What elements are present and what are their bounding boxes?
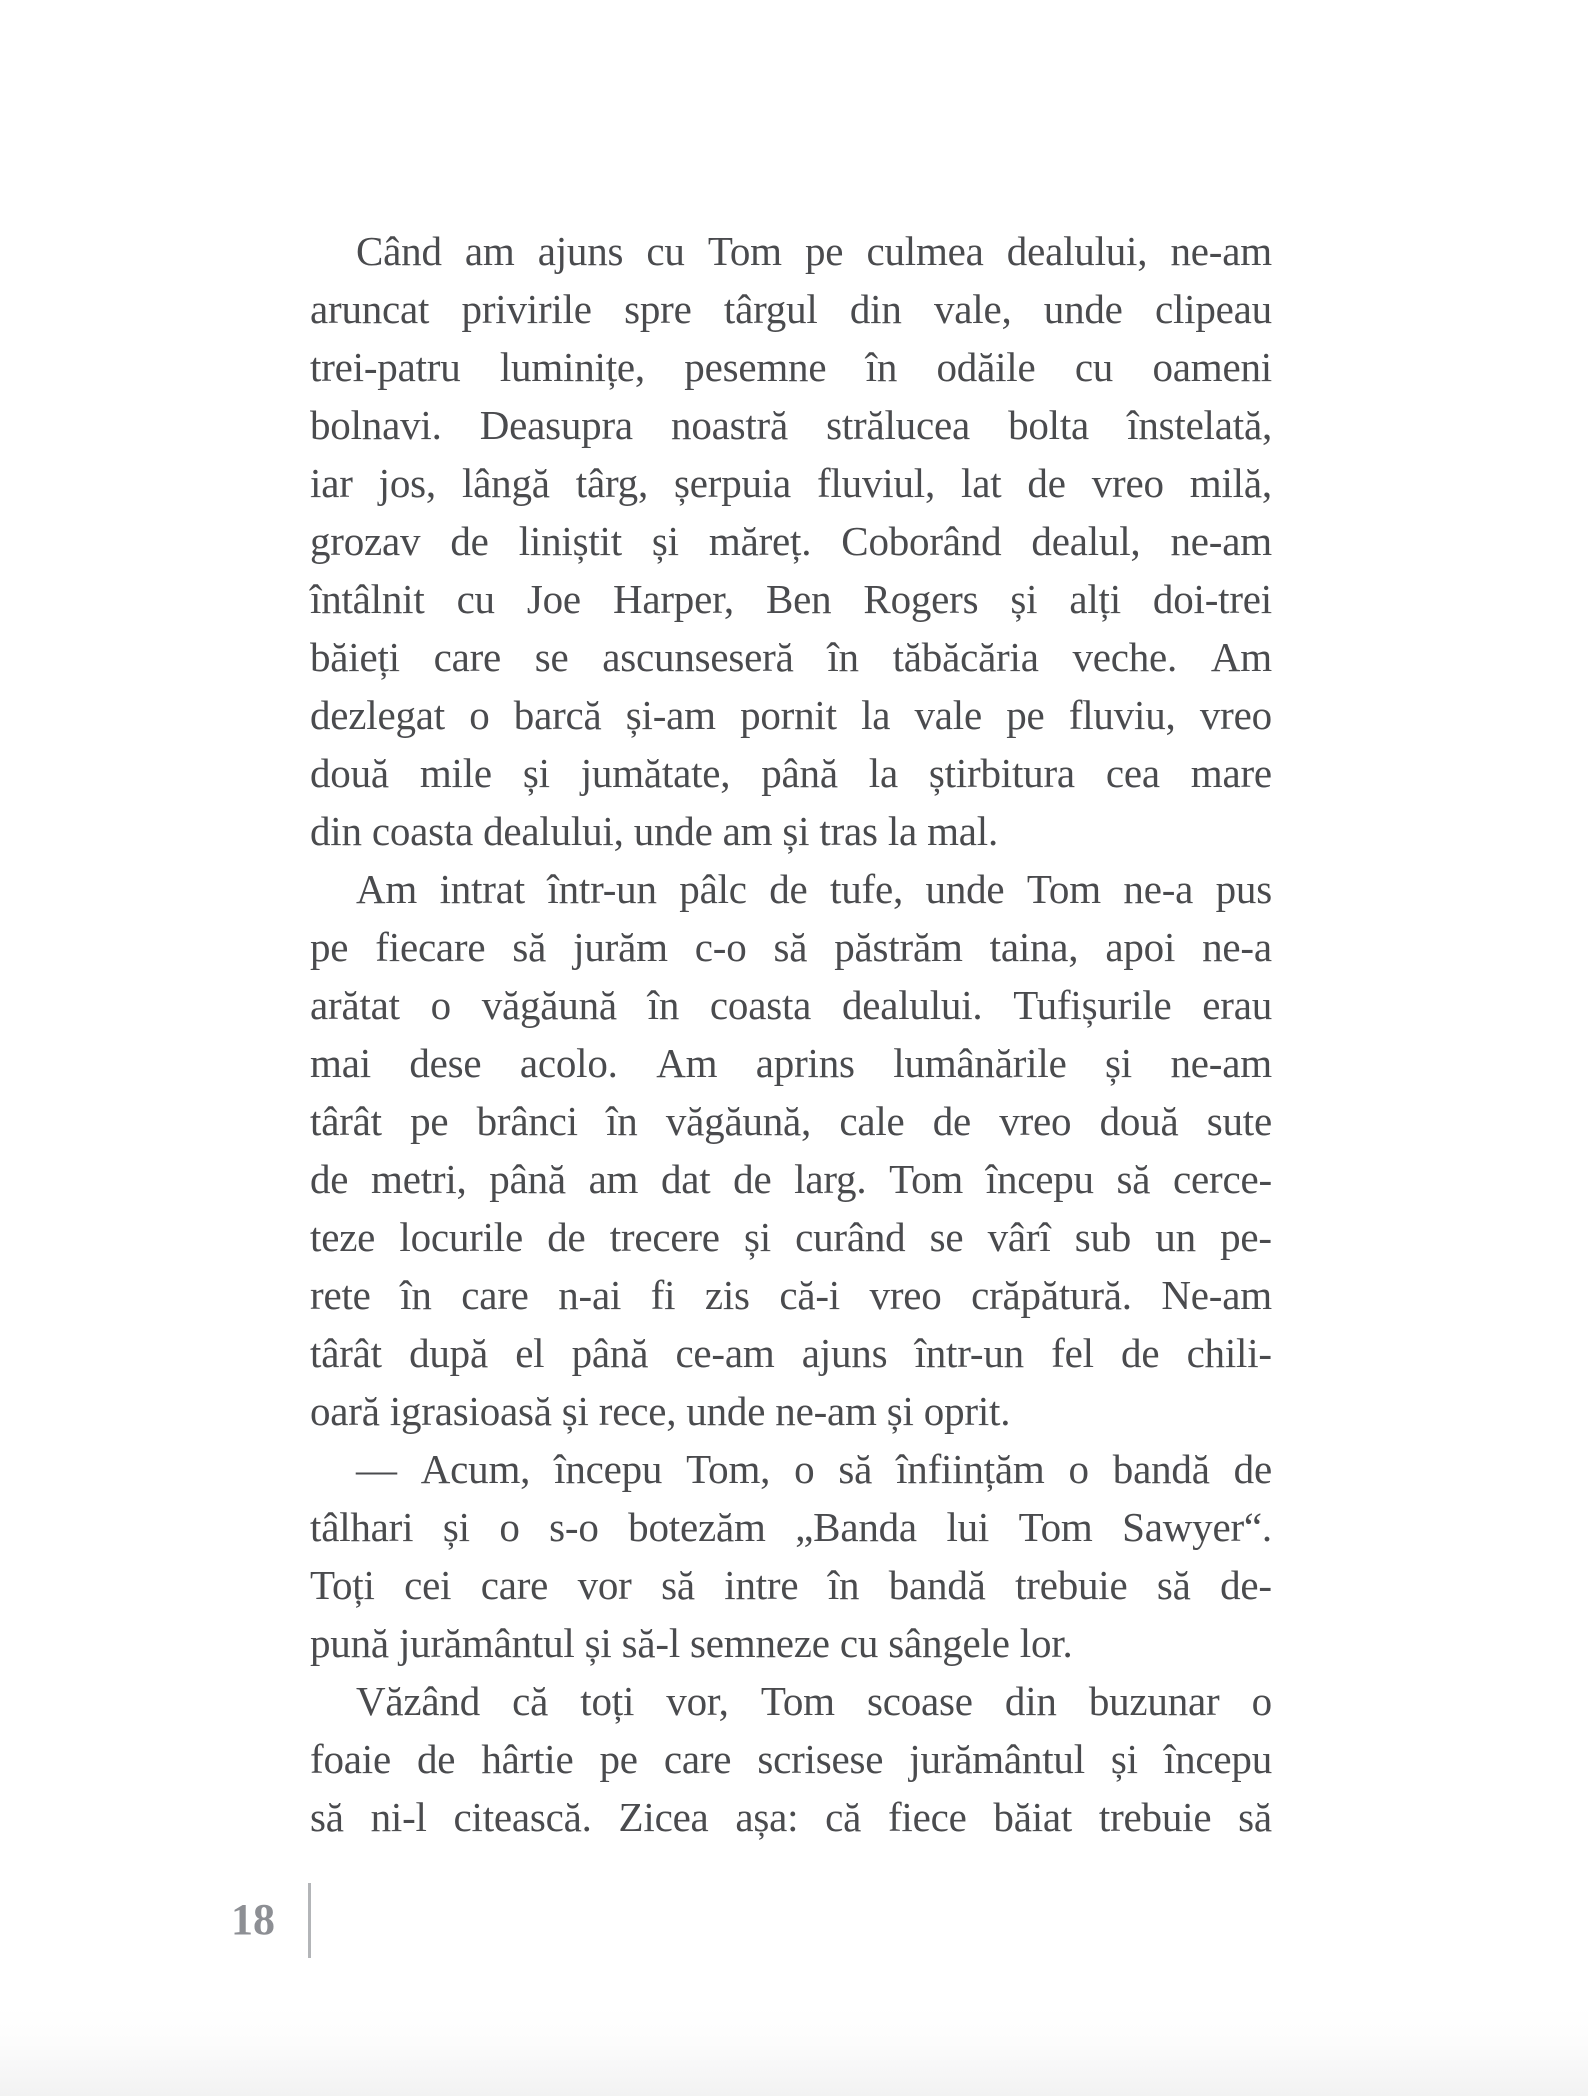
text-line: foaie de hârtie pe care scrisese jurământul și începu [310, 1736, 1272, 1782]
text-block [310, 222, 1272, 1846]
text-line: tâlhari și o s-o botezăm „Banda lui Tom Sawyer“. [310, 1504, 1272, 1550]
page-number: 18 [231, 1895, 275, 1944]
text-line: aruncat privirile spre târgul din vale, unde clipeau [310, 286, 1272, 332]
footer-divider [308, 1883, 311, 1958]
text-line: dezlegat o barcă și-am pornit la vale pe fluviu, vreo [310, 692, 1272, 738]
text-line: bolnavi. Deasupra noastră strălucea bolta înstelată, [310, 402, 1272, 448]
text-line: teze locurile de trecere și curând se vârî sub un pe- [310, 1214, 1272, 1260]
text-line: două mile și jumătate, până la știrbitura cea mare [310, 750, 1272, 796]
text-line: grozav de liniștit și măreț. Coborând dealul, ne-am [310, 518, 1272, 564]
text-line: târât pe brânci în văgăună, cale de vreo două sute [310, 1098, 1272, 1144]
text-line: din coasta dealului, unde am și tras la mal. [310, 808, 998, 854]
text-line: Când am ajuns cu Tom pe culmea dealului, ne-am [356, 228, 1272, 274]
page-footer [0, 1880, 1588, 1960]
text-line: arătat o văgăună în coasta dealului. Tufișurile erau [310, 982, 1272, 1028]
text-line: Am intrat într-un pâlc de tufe, unde Tom ne-a pus [356, 866, 1272, 912]
text-line: Văzând că toți vor, Tom scoase din buzunar o [356, 1678, 1272, 1724]
text-line: băieți care se ascunseseră în tăbăcăria veche. Am [310, 634, 1272, 680]
text-line: rete în care n-ai fi zis că-i vreo crăpătură. Ne-am [310, 1272, 1272, 1318]
text-line: pe fiecare să jurăm c-o să păstrăm taina, apoi ne-a [310, 924, 1272, 970]
text-line: iar jos, lângă târg, șerpuia fluviul, lat de vreo milă, [310, 460, 1272, 506]
text-line: oară igrasioasă și rece, unde ne-am și oprit. [310, 1388, 1011, 1434]
text-line: — Acum, începu Tom, o să înființăm o bandă de [356, 1446, 1272, 1492]
text-line: târât după el până ce-am ajuns într-un fel de chili- [310, 1330, 1272, 1376]
text-line: Toți cei care vor să intre în bandă trebuie să de- [310, 1562, 1272, 1608]
text-line: de metri, până am dat de larg. Tom începu să cerce- [310, 1156, 1272, 1202]
text-line: mai dese acolo. Am aprins lumânările și ne-am [310, 1040, 1272, 1086]
page-edge-shadow [0, 2006, 1588, 2096]
text-line: pună jurământul și să-l semneze cu sângele lor. [310, 1620, 1073, 1666]
text-line: întâlnit cu Joe Harper, Ben Rogers și alți doi-trei [310, 576, 1272, 622]
text-line: să ni-l citească. Zicea așa: că fiece băiat trebuie să [310, 1794, 1272, 1840]
text-line: trei-patru luminițe, pesemne în odăile cu oameni [310, 344, 1272, 390]
